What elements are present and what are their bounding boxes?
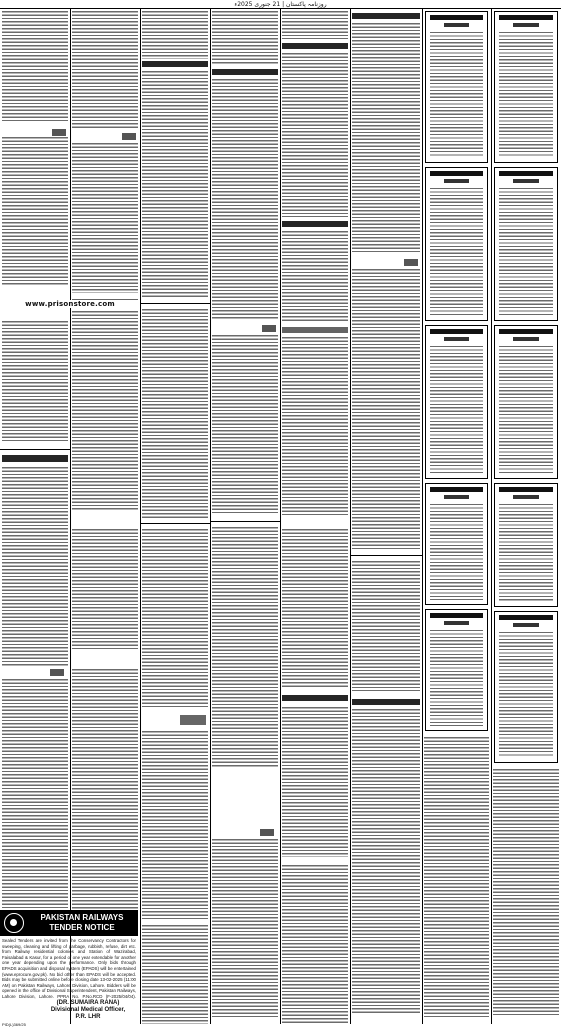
notice-box [494, 611, 558, 763]
notice-heading [499, 329, 553, 334]
notice-subheading [444, 23, 469, 27]
article-text [282, 53, 348, 217]
notice-text [499, 346, 553, 474]
notice-box [494, 325, 558, 479]
article-text [142, 11, 208, 59]
divider [210, 521, 280, 522]
article-text [142, 925, 208, 1024]
article-text [212, 79, 278, 319]
article-text [424, 737, 489, 1017]
notice-heading [499, 15, 553, 20]
article-text [142, 529, 208, 709]
signatory-title: Divisional Medical Officer, [50, 1007, 126, 1013]
notice-text [499, 188, 553, 316]
ad-block [180, 715, 206, 725]
notice-box [494, 11, 558, 163]
divider [0, 449, 70, 450]
section-tag [404, 259, 418, 266]
article-text [72, 311, 138, 511]
article-text [282, 529, 348, 689]
railway-logo-icon [4, 913, 24, 933]
notice-text [430, 630, 483, 726]
notice-heading [430, 487, 483, 492]
notice-subheading [513, 23, 539, 27]
signatory-name: (DR. SUMAIRA RANA) [56, 1000, 120, 1006]
date-line: روزنامہ پاکستان | 21 جنوری 2025ء [234, 0, 327, 8]
headline [2, 455, 68, 462]
divider [140, 523, 210, 524]
article-text [2, 11, 68, 121]
headline [282, 327, 348, 333]
notice-box [494, 167, 558, 321]
article-text [72, 11, 138, 129]
section-tag [262, 325, 276, 332]
article-text [72, 529, 138, 649]
notice-text [430, 188, 483, 316]
notice-subheading [513, 495, 539, 499]
article-text [212, 839, 278, 1019]
article-text [142, 71, 208, 299]
notice-box [425, 167, 488, 321]
tender-signatory [40, 1000, 136, 1021]
article-text [2, 137, 68, 285]
headline [142, 61, 208, 67]
article-text [352, 269, 420, 549]
column-5 [280, 9, 351, 1024]
notice-box [425, 11, 488, 163]
notice-text [499, 32, 553, 158]
headline [212, 69, 278, 75]
article-text [352, 561, 420, 691]
notice-box [494, 483, 558, 607]
column-7 [422, 9, 492, 1024]
article-text [2, 679, 68, 913]
section-tag [52, 129, 66, 136]
headline [282, 43, 348, 49]
notice-subheading [513, 623, 539, 627]
tender-org: PAKISTAN RAILWAYS [40, 913, 124, 922]
notice-box [425, 483, 488, 605]
notice-text [430, 346, 483, 474]
notice-subheading [444, 495, 469, 499]
article-text [212, 11, 278, 65]
section-tag [260, 829, 274, 836]
notice-subheading [444, 337, 469, 341]
notice-box [425, 325, 488, 479]
article-text [352, 709, 420, 1015]
headline [282, 221, 348, 227]
divider [350, 555, 422, 556]
notice-heading [430, 613, 483, 618]
column-4 [210, 9, 281, 1024]
tender-title: TENDER NOTICE [49, 923, 115, 932]
divider [140, 303, 210, 304]
notice-subheading [513, 337, 539, 341]
article-text [282, 707, 348, 857]
article-text [282, 865, 348, 1024]
notice-text [499, 504, 553, 602]
article-text [142, 309, 208, 519]
page-header [0, 0, 561, 9]
column-3 [140, 9, 211, 1024]
article-text [282, 11, 348, 39]
column-1 [0, 9, 71, 1024]
section-tag [50, 669, 64, 676]
article-text [72, 143, 138, 293]
article-text [212, 527, 278, 767]
headline [352, 699, 420, 705]
article-text [493, 769, 559, 1017]
tender-ref: PID(L)369/25 [2, 1022, 26, 1027]
article-text [72, 669, 138, 909]
notice-text [430, 504, 483, 600]
article-text [212, 335, 278, 515]
notice-heading [499, 171, 553, 176]
tender-banner [0, 910, 138, 936]
notice-heading [430, 171, 483, 176]
article-text [142, 731, 208, 919]
headline [282, 695, 348, 701]
signatory-office: P.R. LHR [75, 1014, 101, 1020]
column-8 [491, 9, 561, 1024]
notice-box [425, 609, 488, 731]
notice-text [499, 632, 553, 758]
section-tag [122, 133, 136, 140]
article-text [352, 23, 420, 253]
notice-subheading [513, 179, 539, 183]
notice-heading [430, 15, 483, 20]
headline [352, 13, 420, 19]
notice-heading [499, 615, 553, 620]
notice-subheading [444, 621, 469, 625]
notice-text [430, 32, 483, 158]
article-text [282, 231, 348, 321]
tender-body: Sealed Tenders are invited from the Conservancy Contractors for sweeping, cleaning and lifting of garbage, rubbish, refuse, dirt etc. from Railway residential colonies and Station of Wazirabad, Faisalabad & Kasur, for a period of one year extendable for another one year depending upon the performance. Only bids through EPADS acquisition and disposal system (EPADS) will be entertained (www.eprocure.gov.pk). No bid other than EPADS will be accepted. Bids may be submitted online before closing date 13-02-2025 (11:00 AM) on Pakistan Railways, Lahore Division, Lahore. Bidders will be opened in the office of Divisional Superintendent, Pakistan Railways, Lahore Division, Lahore. PPRA No. P.No.RCD (F-2025/04/04). [2, 938, 136, 999]
article-text [2, 321, 68, 441]
notice-subheading [444, 179, 469, 183]
ad-url: www.prisonstore.com [2, 300, 138, 308]
article-text [2, 467, 68, 667]
column-2 [70, 9, 141, 1024]
tender-notice [0, 910, 138, 1027]
notice-heading [430, 329, 483, 334]
notice-heading [499, 487, 553, 492]
article-text [282, 337, 348, 517]
column-6 [350, 9, 423, 1024]
